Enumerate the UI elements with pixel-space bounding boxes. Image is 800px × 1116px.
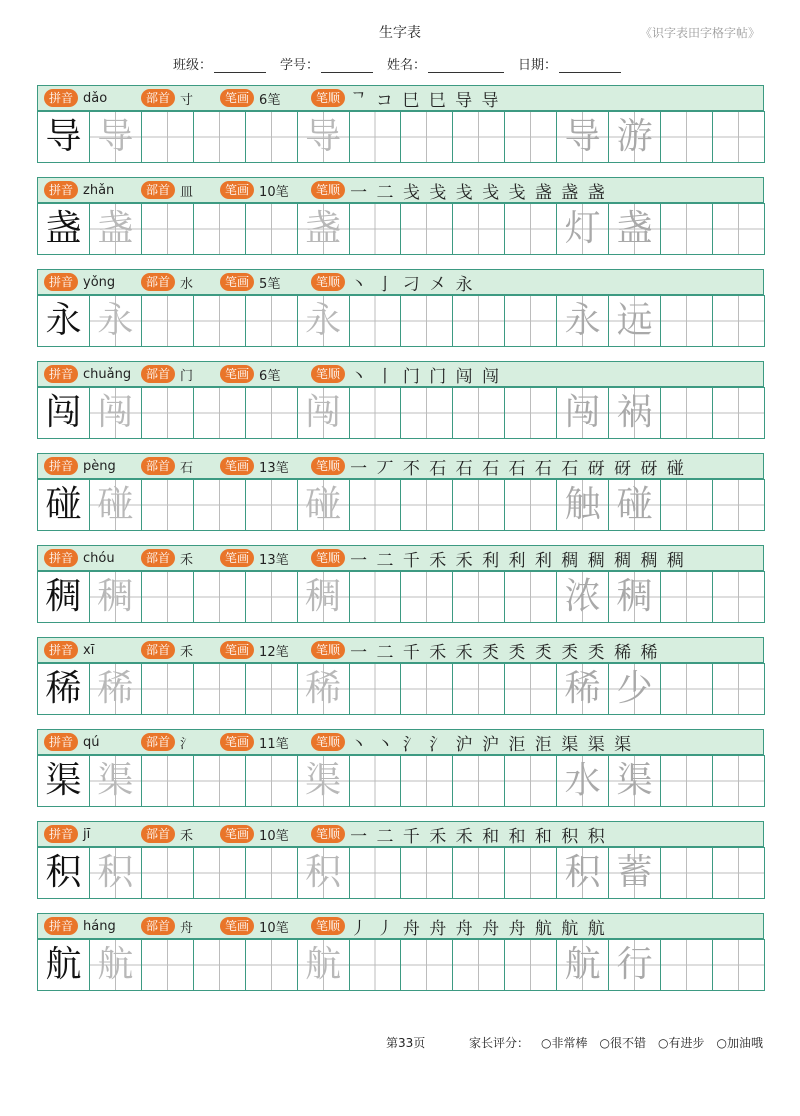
stroke-count-value (259, 733, 305, 752)
word-first-char-cell[interactable]: 永 (556, 295, 609, 347)
date-field[interactable]: 日期： (518, 54, 627, 73)
empty-practice-cell[interactable] (660, 939, 713, 991)
empty-practice-cell[interactable] (141, 295, 194, 347)
character-info-bar (37, 637, 764, 663)
trace-character-cell[interactable]: 稠 (297, 571, 350, 623)
character-row (37, 913, 764, 1005)
stroke-order-sequence: 丶 亅 刁 㐅 永 (350, 274, 475, 295)
stroke-count-value (259, 365, 305, 384)
stroke-count-unit: 笔 (275, 828, 289, 844)
stroke-count-value (259, 273, 305, 292)
radical-badge: 部首 (141, 273, 175, 291)
word-second-char-cell[interactable]: 碰 (608, 479, 661, 531)
rating-option-progress[interactable]: ○有进步 (657, 1036, 705, 1050)
stroke-order-badge: 笔顺 (311, 825, 345, 843)
character-row (37, 269, 764, 361)
stroke-count-value (259, 549, 305, 568)
radical-badge: 部首 (141, 733, 175, 751)
pinyin-badge: 拼音 (44, 917, 78, 935)
stroke-count-number: 10 (259, 184, 276, 200)
pinyin-value: pèng (83, 458, 116, 474)
empty-practice-cell[interactable] (193, 939, 246, 991)
trace-character-cell[interactable]: 稀 (297, 663, 350, 715)
empty-practice-cell[interactable] (349, 111, 402, 163)
stroke-count-number: 6 (259, 368, 268, 384)
radical-value: 门 (180, 368, 194, 384)
character-info-bar (37, 269, 764, 295)
writing-cells (37, 203, 764, 255)
empty-practice-cell[interactable] (400, 295, 453, 347)
empty-practice-cell[interactable] (452, 663, 505, 715)
empty-practice-cell[interactable] (141, 111, 194, 163)
empty-practice-cell[interactable] (349, 479, 402, 531)
stroke-order-badge: 笔顺 (311, 549, 345, 567)
trace-character-cell[interactable]: 碰 (297, 479, 350, 531)
pinyin-value: yǒng (83, 274, 116, 290)
empty-practice-cell[interactable] (400, 387, 453, 439)
trace-character-cell[interactable]: 积 (89, 847, 142, 899)
word-first-char-cell[interactable]: 灯 (556, 203, 609, 255)
rating-option-excellent[interactable]: ○非常棒 (541, 1036, 588, 1050)
empty-practice-cell[interactable] (660, 295, 713, 347)
radical-value: 石 (180, 460, 194, 476)
empty-practice-cell[interactable] (452, 111, 505, 163)
stroke-count-unit: 笔 (275, 644, 289, 660)
stroke-count-unit: 笔 (275, 920, 289, 936)
stroke-count-number: 10 (259, 828, 276, 844)
empty-practice-cell[interactable] (660, 387, 713, 439)
empty-practice-cell[interactable] (712, 479, 765, 531)
parent-rating (469, 1034, 763, 1051)
model-character-cell: 积 (37, 847, 90, 899)
pinyin-value: qú (83, 734, 100, 750)
pinyin-value: háng (83, 918, 116, 934)
empty-practice-cell[interactable] (245, 571, 298, 623)
character-info-bar (37, 821, 764, 847)
trace-character-cell[interactable]: 航 (297, 939, 350, 991)
stroke-order-sequence: 丶 丨 门 门 闯 闯 (350, 366, 502, 387)
empty-practice-cell[interactable] (504, 663, 557, 715)
empty-practice-cell[interactable] (660, 663, 713, 715)
stroke-count-number: 6 (259, 92, 268, 108)
radical-badge: 部首 (141, 641, 175, 659)
trace-character-cell[interactable]: 稀 (89, 663, 142, 715)
stroke-count-number: 13 (259, 552, 276, 568)
trace-character-cell[interactable]: 渠 (297, 755, 350, 807)
stroke-order-sequence: 一 二 千 禾 禾 秂 秂 秂 秂 秂 稀 稀 (350, 642, 660, 663)
empty-practice-cell[interactable] (141, 571, 194, 623)
stroke-order-badge: 笔顺 (311, 733, 345, 751)
page-number: 第33页 (386, 1036, 426, 1050)
student-info-fields (0, 54, 800, 73)
word-second-char-cell[interactable]: 稠 (608, 571, 661, 623)
model-character-cell: 碰 (37, 479, 90, 531)
word-second-char-cell[interactable]: 游 (608, 111, 661, 163)
empty-practice-cell[interactable] (349, 847, 402, 899)
writing-cells (37, 663, 764, 715)
stroke-order-badge: 笔顺 (311, 181, 345, 199)
empty-practice-cell[interactable] (452, 847, 505, 899)
radical-value: 氵 (180, 736, 194, 752)
empty-practice-cell[interactable] (349, 203, 402, 255)
empty-practice-cell[interactable] (712, 847, 765, 899)
empty-practice-cell[interactable] (452, 939, 505, 991)
empty-practice-cell[interactable] (141, 847, 194, 899)
empty-practice-cell[interactable] (504, 295, 557, 347)
stroke-count-value (259, 641, 305, 660)
radical-badge: 部首 (141, 457, 175, 475)
empty-practice-cell[interactable] (400, 203, 453, 255)
word-first-char-cell[interactable]: 浓 (556, 571, 609, 623)
stroke-count-unit: 笔 (275, 460, 289, 476)
stroke-count-badge: 笔画 (220, 457, 254, 475)
empty-practice-cell[interactable] (245, 847, 298, 899)
model-character-cell: 航 (37, 939, 90, 991)
stroke-order-sequence: 一 二 千 禾 禾 和 和 和 积 积 (350, 826, 607, 847)
word-first-char-cell[interactable]: 积 (556, 847, 609, 899)
empty-practice-cell[interactable] (452, 203, 505, 255)
stroke-count-value (259, 89, 305, 108)
trace-character-cell[interactable]: 稠 (89, 571, 142, 623)
empty-practice-cell[interactable] (712, 387, 765, 439)
empty-practice-cell[interactable] (452, 479, 505, 531)
writing-cells (37, 755, 764, 807)
word-first-char-cell[interactable]: 水 (556, 755, 609, 807)
trace-character-cell[interactable]: 积 (297, 847, 350, 899)
character-row (37, 85, 764, 177)
empty-practice-cell[interactable] (193, 295, 246, 347)
stroke-order-badge: 笔顺 (311, 89, 345, 107)
pinyin-badge: 拼音 (44, 549, 78, 567)
character-row (37, 361, 764, 453)
stroke-order-badge: 笔顺 (311, 457, 345, 475)
word-first-char-cell[interactable]: 导 (556, 111, 609, 163)
word-second-char-cell[interactable]: 蓄 (608, 847, 661, 899)
empty-practice-cell[interactable] (193, 203, 246, 255)
empty-practice-cell[interactable] (141, 387, 194, 439)
stroke-count-value (259, 457, 305, 476)
empty-practice-cell[interactable] (349, 387, 402, 439)
pinyin-value: jī (83, 826, 91, 842)
empty-practice-cell[interactable] (245, 111, 298, 163)
radical-value: 寸 (180, 92, 194, 108)
empty-practice-cell[interactable] (452, 387, 505, 439)
empty-practice-cell[interactable] (504, 387, 557, 439)
radical-badge: 部首 (141, 549, 175, 567)
empty-practice-cell[interactable] (504, 571, 557, 623)
stroke-count-unit: 笔 (275, 552, 289, 568)
pinyin-badge: 拼音 (44, 457, 78, 475)
stroke-count-badge: 笔画 (220, 917, 254, 935)
model-character-cell: 稠 (37, 571, 90, 623)
empty-practice-cell[interactable] (712, 111, 765, 163)
writing-cells (37, 479, 764, 531)
character-info-bar (37, 913, 764, 939)
trace-character-cell[interactable]: 永 (89, 295, 142, 347)
writing-cells (37, 295, 764, 347)
empty-practice-cell[interactable] (349, 663, 402, 715)
empty-practice-cell[interactable] (193, 847, 246, 899)
empty-practice-cell[interactable] (193, 111, 246, 163)
stroke-count-badge: 笔画 (220, 181, 254, 199)
pinyin-badge: 拼音 (44, 273, 78, 291)
page-title: 生字表 (379, 25, 421, 41)
stroke-order-sequence: 一 丆 不 石 石 石 石 石 石 砑 砑 砑 碰 (350, 458, 686, 479)
model-character-cell: 稀 (37, 663, 90, 715)
empty-practice-cell[interactable] (504, 479, 557, 531)
character-info-bar (37, 545, 764, 571)
radical-value: 禾 (180, 828, 194, 844)
character-row (37, 453, 764, 545)
empty-practice-cell[interactable] (660, 203, 713, 255)
empty-practice-cell[interactable] (660, 755, 713, 807)
trace-character-cell[interactable]: 永 (297, 295, 350, 347)
empty-practice-cell[interactable] (193, 387, 246, 439)
stroke-count-value (259, 181, 305, 200)
empty-practice-cell[interactable] (400, 755, 453, 807)
stroke-count-unit: 笔 (267, 276, 281, 292)
empty-practice-cell[interactable] (712, 571, 765, 623)
pinyin-value: chuǎng (83, 366, 132, 382)
character-row (37, 729, 764, 821)
word-first-char-cell[interactable]: 闯 (556, 387, 609, 439)
trace-character-cell[interactable]: 闯 (297, 387, 350, 439)
empty-practice-cell[interactable] (245, 755, 298, 807)
empty-practice-cell[interactable] (245, 939, 298, 991)
radical-badge: 部首 (141, 89, 175, 107)
stroke-count-badge: 笔画 (220, 273, 254, 291)
empty-practice-cell[interactable] (660, 571, 713, 623)
model-character-cell: 导 (37, 111, 90, 163)
word-second-char-cell[interactable]: 少 (608, 663, 661, 715)
word-first-char-cell[interactable]: 航 (556, 939, 609, 991)
empty-practice-cell[interactable] (245, 387, 298, 439)
empty-practice-cell[interactable] (349, 939, 402, 991)
word-first-char-cell[interactable]: 稀 (556, 663, 609, 715)
empty-practice-cell[interactable] (193, 755, 246, 807)
writing-cells (37, 571, 764, 623)
stroke-count-unit: 笔 (275, 184, 289, 200)
pinyin-badge: 拼音 (44, 641, 78, 659)
word-second-char-cell[interactable]: 远 (608, 295, 661, 347)
radical-value: 舟 (180, 920, 194, 936)
word-first-char-cell[interactable]: 触 (556, 479, 609, 531)
word-second-char-cell[interactable]: 盏 (608, 203, 661, 255)
empty-practice-cell[interactable] (660, 479, 713, 531)
stroke-count-badge: 笔画 (220, 89, 254, 107)
trace-character-cell[interactable]: 导 (89, 111, 142, 163)
stroke-order-badge: 笔顺 (311, 641, 345, 659)
rating-option-good[interactable]: ○很不错 (599, 1036, 646, 1050)
empty-practice-cell[interactable] (504, 847, 557, 899)
stroke-count-value (259, 825, 305, 844)
model-character-cell: 盏 (37, 203, 90, 255)
empty-practice-cell[interactable] (245, 479, 298, 531)
empty-practice-cell[interactable] (504, 203, 557, 255)
pinyin-badge: 拼音 (44, 181, 78, 199)
empty-practice-cell[interactable] (712, 939, 765, 991)
empty-practice-cell[interactable] (712, 663, 765, 715)
empty-practice-cell[interactable] (245, 203, 298, 255)
character-row (37, 177, 764, 269)
trace-character-cell[interactable]: 渠 (89, 755, 142, 807)
stroke-order-badge: 笔顺 (311, 273, 345, 291)
model-character-cell: 渠 (37, 755, 90, 807)
character-info-bar (37, 729, 764, 755)
word-second-char-cell[interactable]: 行 (608, 939, 661, 991)
stroke-count-number: 13 (259, 460, 276, 476)
model-character-cell: 永 (37, 295, 90, 347)
radical-badge: 部首 (141, 181, 175, 199)
character-row (37, 545, 764, 637)
trace-character-cell[interactable]: 盏 (297, 203, 350, 255)
model-character-cell: 闯 (37, 387, 90, 439)
character-info-bar (37, 361, 764, 387)
empty-practice-cell[interactable] (349, 755, 402, 807)
empty-practice-cell[interactable] (400, 847, 453, 899)
stroke-order-badge: 笔顺 (311, 365, 345, 383)
stroke-count-value (259, 917, 305, 936)
pinyin-badge: 拼音 (44, 825, 78, 843)
stroke-order-sequence: ᄀ コ 巳 巳 导 导 (350, 90, 501, 111)
stroke-count-badge: 笔画 (220, 549, 254, 567)
stroke-count-badge: 笔画 (220, 733, 254, 751)
radical-value: 皿 (180, 184, 194, 200)
empty-practice-cell[interactable] (400, 571, 453, 623)
stroke-count-number: 11 (259, 736, 276, 752)
empty-practice-cell[interactable] (141, 939, 194, 991)
radical-value: 水 (180, 276, 194, 292)
character-row (37, 637, 764, 729)
empty-practice-cell[interactable] (349, 295, 402, 347)
empty-practice-cell[interactable] (504, 755, 557, 807)
pinyin-badge: 拼音 (44, 89, 78, 107)
word-second-char-cell[interactable]: 渠 (608, 755, 661, 807)
series-name: 《识字表田字格字帖》 (639, 26, 760, 40)
radical-value: 禾 (180, 644, 194, 660)
empty-practice-cell[interactable] (712, 755, 765, 807)
stroke-count-number: 12 (259, 644, 276, 660)
empty-practice-cell[interactable] (712, 203, 765, 255)
name-field[interactable]: 姓名： (387, 54, 510, 73)
empty-practice-cell[interactable] (660, 111, 713, 163)
student-id-field[interactable]: 学号： (280, 54, 379, 73)
stroke-count-unit: 笔 (267, 92, 281, 108)
radical-badge: 部首 (141, 365, 175, 383)
stroke-order-badge: 笔顺 (311, 917, 345, 935)
radical-badge: 部首 (141, 917, 175, 935)
empty-practice-cell[interactable] (400, 111, 453, 163)
class-field[interactable]: 班级： (173, 54, 272, 73)
rating-label: 家长评分： (469, 1036, 530, 1050)
trace-character-cell[interactable]: 盏 (89, 203, 142, 255)
pinyin-badge: 拼音 (44, 733, 78, 751)
empty-practice-cell[interactable] (400, 663, 453, 715)
empty-practice-cell[interactable] (245, 663, 298, 715)
stroke-order-sequence: 一 二 戋 戋 戋 戋 戋 盏 盏 盏 (350, 182, 607, 203)
pinyin-value: dǎo (83, 90, 108, 106)
trace-character-cell[interactable]: 航 (89, 939, 142, 991)
stroke-count-number: 10 (259, 920, 276, 936)
empty-practice-cell[interactable] (504, 111, 557, 163)
empty-practice-cell[interactable] (141, 663, 194, 715)
empty-practice-cell[interactable] (349, 571, 402, 623)
pinyin-value: xī (83, 642, 95, 658)
stroke-count-unit: 笔 (267, 368, 281, 384)
stroke-count-badge: 笔画 (220, 825, 254, 843)
stroke-count-badge: 笔画 (220, 641, 254, 659)
trace-character-cell[interactable]: 导 (297, 111, 350, 163)
stroke-count-unit: 笔 (275, 736, 289, 752)
stroke-count-badge: 笔画 (220, 365, 254, 383)
pinyin-value: chóu (83, 550, 115, 566)
writing-cells (37, 939, 764, 991)
stroke-order-sequence: 丶 丶 氵 氵 沪 沪 洰 洰 渠 渠 渠 (350, 734, 634, 755)
character-info-bar (37, 85, 764, 111)
empty-practice-cell[interactable] (504, 939, 557, 991)
radical-value: 禾 (180, 552, 194, 568)
empty-practice-cell[interactable] (141, 479, 194, 531)
empty-practice-cell[interactable] (141, 755, 194, 807)
empty-practice-cell[interactable] (400, 939, 453, 991)
writing-cells (37, 111, 764, 163)
trace-character-cell[interactable]: 碰 (89, 479, 142, 531)
empty-practice-cell[interactable] (245, 295, 298, 347)
writing-cells (37, 847, 764, 899)
empty-practice-cell[interactable] (452, 755, 505, 807)
empty-practice-cell[interactable] (141, 203, 194, 255)
writing-cells (37, 387, 764, 439)
empty-practice-cell[interactable] (660, 847, 713, 899)
word-second-char-cell[interactable]: 祸 (608, 387, 661, 439)
character-info-bar (37, 453, 764, 479)
empty-practice-cell[interactable] (712, 295, 765, 347)
stroke-order-sequence: 丿 丿 舟 舟 舟 舟 舟 航 航 航 (350, 918, 607, 939)
character-row (37, 821, 764, 913)
rating-option-keep-going[interactable]: ○加油哦 (716, 1036, 763, 1050)
character-practice-grid (37, 85, 764, 1005)
trace-character-cell[interactable]: 闯 (89, 387, 142, 439)
stroke-count-number: 5 (259, 276, 268, 292)
radical-badge: 部首 (141, 825, 175, 843)
empty-practice-cell[interactable] (452, 295, 505, 347)
empty-practice-cell[interactable] (193, 663, 246, 715)
pinyin-badge: 拼音 (44, 365, 78, 383)
empty-practice-cell[interactable] (193, 479, 246, 531)
stroke-order-sequence: 一 二 千 禾 禾 利 利 利 稠 稠 稠 稠 稠 (350, 550, 686, 571)
empty-practice-cell[interactable] (452, 571, 505, 623)
empty-practice-cell[interactable] (193, 571, 246, 623)
character-info-bar (37, 177, 764, 203)
empty-practice-cell[interactable] (400, 479, 453, 531)
pinyin-value: zhǎn (83, 182, 115, 198)
